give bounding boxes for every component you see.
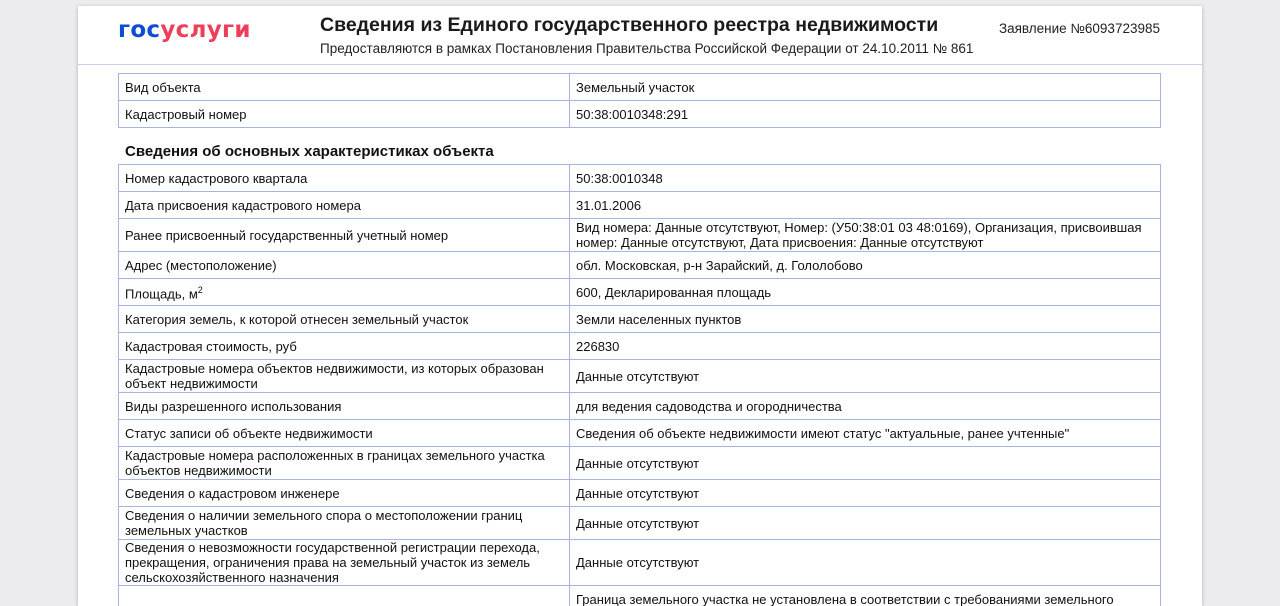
document-title: Сведения из Единого государственного реестра недвижимости xyxy=(320,14,938,37)
row-label: Адрес (местоположение) xyxy=(119,252,570,279)
area-label-text: Площадь, м xyxy=(125,286,198,301)
row-label: Ранее присвоенный государственный учетный номер xyxy=(119,219,570,252)
area-unit-superscript: 2 xyxy=(198,285,203,295)
row-value: Земельный участок xyxy=(570,74,1161,101)
section-title: Сведения об основных характеристиках объекта xyxy=(125,143,494,160)
table-row xyxy=(119,507,1161,540)
row-label: Кадастровый номер xyxy=(119,101,570,128)
row-value: Данные отсутствуют xyxy=(570,480,1161,507)
row-value: 50:38:0010348:291 xyxy=(570,101,1161,128)
row-value: Данные отсутствуют xyxy=(570,540,1161,586)
header-divider xyxy=(78,64,1202,65)
table-row xyxy=(119,540,1161,586)
row-label: Виды разрешенного использования xyxy=(119,393,570,420)
row-label: Сведения о наличии земельного спора о местоположении границ земельных участков xyxy=(119,507,570,540)
row-value: для ведения садоводства и огородничества xyxy=(570,393,1161,420)
object-table xyxy=(118,73,1161,128)
row-label xyxy=(119,586,570,606)
row-label: Кадастровая стоимость, руб xyxy=(119,333,570,360)
row-value: Земли населенных пунктов xyxy=(570,306,1161,333)
table-row xyxy=(119,360,1161,393)
table-row xyxy=(119,252,1161,279)
row-label xyxy=(119,279,570,306)
row-label: Сведения о кадастровом инженере xyxy=(119,480,570,507)
row-label: Номер кадастрового квартала xyxy=(119,165,570,192)
row-value: Сведения об объекте недвижимости имеют статус "актуальные, ранее учтенные" xyxy=(570,420,1161,447)
table-row xyxy=(119,420,1161,447)
document-subtitle: Предоставляются в рамках Постановления Правительства Российской Федерации от 24.10.2011 № 861 xyxy=(320,41,973,56)
row-label: Категория земель, к которой отнесен земельный участок xyxy=(119,306,570,333)
row-label: Кадастровые номера объектов недвижимости, из которых образован объект недвижимости xyxy=(119,360,570,393)
table-row xyxy=(119,586,1161,606)
table-row xyxy=(119,219,1161,252)
row-value: Данные отсутствуют xyxy=(570,507,1161,540)
row-label: Статус записи об объекте недвижимости xyxy=(119,420,570,447)
row-value: 226830 xyxy=(570,333,1161,360)
row-label: Кадастровые номера расположенных в границах земельного участка объектов недвижимости xyxy=(119,447,570,480)
table-row xyxy=(119,447,1161,480)
row-label: Сведения о невозможности государственной регистрации перехода, прекращения, ограничения права на земельный участок из земель сельскохозяйственного назначения xyxy=(119,540,570,586)
gosuslugi-logo[interactable] xyxy=(118,17,251,43)
document-sheet xyxy=(78,6,1202,606)
logo-part-2: услуги xyxy=(160,17,250,43)
row-label: Дата присвоения кадастрового номера xyxy=(119,192,570,219)
application-number: Заявление №6093723985 xyxy=(999,21,1160,36)
row-value: обл. Московская, р-н Зарайский, д. Гололобово xyxy=(570,252,1161,279)
row-value: Граница земельного участка не установлена в соответствии с требованиями земельного xyxy=(570,586,1161,606)
row-value: 31.01.2006 xyxy=(570,192,1161,219)
row-value: 50:38:0010348 xyxy=(570,165,1161,192)
row-value: Данные отсутствуют xyxy=(570,447,1161,480)
table-row xyxy=(119,192,1161,219)
row-label: Вид объекта xyxy=(119,74,570,101)
table-row xyxy=(119,279,1161,306)
table-row xyxy=(119,101,1161,128)
logo-part-1: гос xyxy=(118,17,160,43)
row-value: Вид номера: Данные отсутствуют, Номер: (У50:38:01 03 48:0169), Организация, присвоившая номер: Данные отсутствуют, Дата присвоения: Данные отсутствуют xyxy=(570,219,1161,252)
table-row xyxy=(119,333,1161,360)
table-row xyxy=(119,480,1161,507)
row-value: Данные отсутствуют xyxy=(570,360,1161,393)
table-row xyxy=(119,74,1161,101)
table-row xyxy=(119,393,1161,420)
table-row xyxy=(119,306,1161,333)
characteristics-table xyxy=(118,164,1161,606)
table-row xyxy=(119,165,1161,192)
row-value: 600, Декларированная площадь xyxy=(570,279,1161,306)
